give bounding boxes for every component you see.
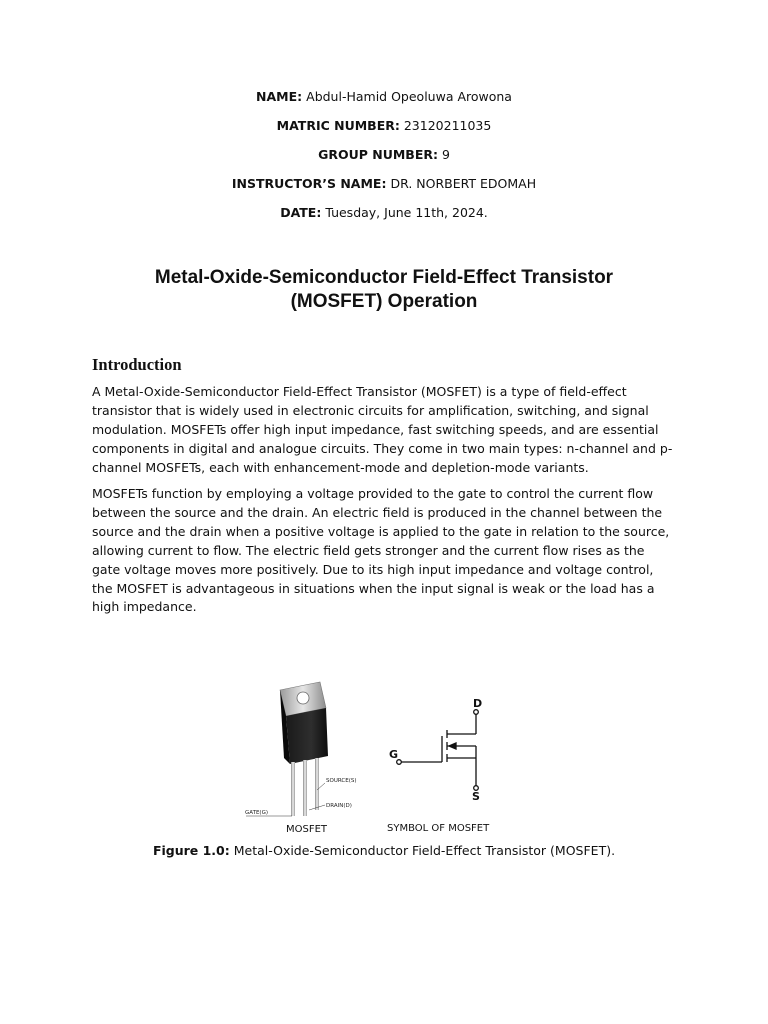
title-line-2: (MOSFET) Operation <box>290 291 478 312</box>
group-label: GROUP NUMBER: <box>318 147 438 162</box>
date-line <box>0 205 768 220</box>
introduction-heading: Introduction <box>92 355 182 374</box>
symbol-source-letter: S <box>472 790 480 803</box>
paragraph-line: channel MOSFETs, each with enhancement-mode and depletion-mode variants. <box>92 459 589 475</box>
instructor-label: INSTRUCTOR’S NAME: <box>231 176 387 191</box>
instructor-value: DR. NORBERT EDOMAH <box>390 176 537 191</box>
pin-source-label: SOURCE(S) <box>326 778 357 784</box>
paragraph-line: gate voltage moves more positively. Due to its high input impedance and voltage control, <box>92 561 654 577</box>
paragraph-line: source and the drain when a positive voltage is applied to the gate in relation to the source, <box>92 523 670 539</box>
pin-drain-label: DRAIN(D) <box>326 803 352 809</box>
package-label: MOSFET <box>286 824 328 835</box>
pin-gate-label: GATE(G) <box>245 810 268 816</box>
caption-text: Metal-Oxide-Semiconductor Field-Effect Transistor (MOSFET). <box>233 843 616 858</box>
date-value: Tuesday, June 11th, 2024. <box>325 205 488 220</box>
mosfet-figure-svg <box>240 678 536 836</box>
paragraph-line: the MOSFET is advantageous in situations when the input signal is weak or the load has a <box>92 580 655 596</box>
paragraph-line: transistor that is widely used in electronic circuits for amplification, switching, and signal <box>92 402 649 418</box>
paragraph-line: allowing current to flow. The electric field gets stronger and the current flow rises as the <box>92 542 645 558</box>
name-label: NAME: <box>256 89 303 104</box>
symbol-gate-letter: G <box>389 748 399 761</box>
group-number-line <box>0 147 768 162</box>
title-line-1: Metal-Oxide-Semiconductor Field-Effect Transistor <box>154 267 614 288</box>
matric-number-line <box>0 118 768 133</box>
instructor-line <box>0 176 768 191</box>
matric-value: 23120211035 <box>403 118 492 133</box>
date-label: DATE: <box>280 205 322 220</box>
figure-caption <box>0 843 768 858</box>
paragraph-line: between the source and the drain. An electric field is produced in the channel between the <box>92 504 663 520</box>
group-value: 9 <box>441 147 450 162</box>
student-name-line <box>0 89 768 104</box>
symbol-drain-letter: D <box>473 697 483 710</box>
paragraph-line: components in digital and analogue circuits. They come in two main types: n-channel and p- <box>92 440 673 456</box>
mosfet-package-illustration <box>280 682 328 816</box>
matric-label: MATRIC NUMBER: <box>276 118 400 133</box>
intro-paragraph-1 <box>92 383 682 478</box>
symbol-label: SYMBOL OF MOSFET <box>387 823 490 834</box>
page-title <box>80 266 688 314</box>
mosfet-symbol <box>397 710 479 791</box>
paragraph-line: modulation. MOSFETs offer high input impedance, fast switching speeds, and are essential <box>92 421 659 437</box>
intro-paragraph-2 <box>92 485 682 617</box>
mosfet-figure <box>240 678 536 836</box>
caption-label: Figure 1.0: <box>152 843 230 858</box>
name-value: Abdul-Hamid Opeoluwa Arowona <box>306 89 512 104</box>
paragraph-line: high impedance. <box>92 599 197 615</box>
paragraph-line: A Metal-Oxide-Semiconductor Field-Effect Transistor (MOSFET) is a type of field-effect <box>92 384 627 399</box>
paragraph-line: MOSFETs function by employing a voltage provided to the gate to control the current flow <box>92 486 654 501</box>
